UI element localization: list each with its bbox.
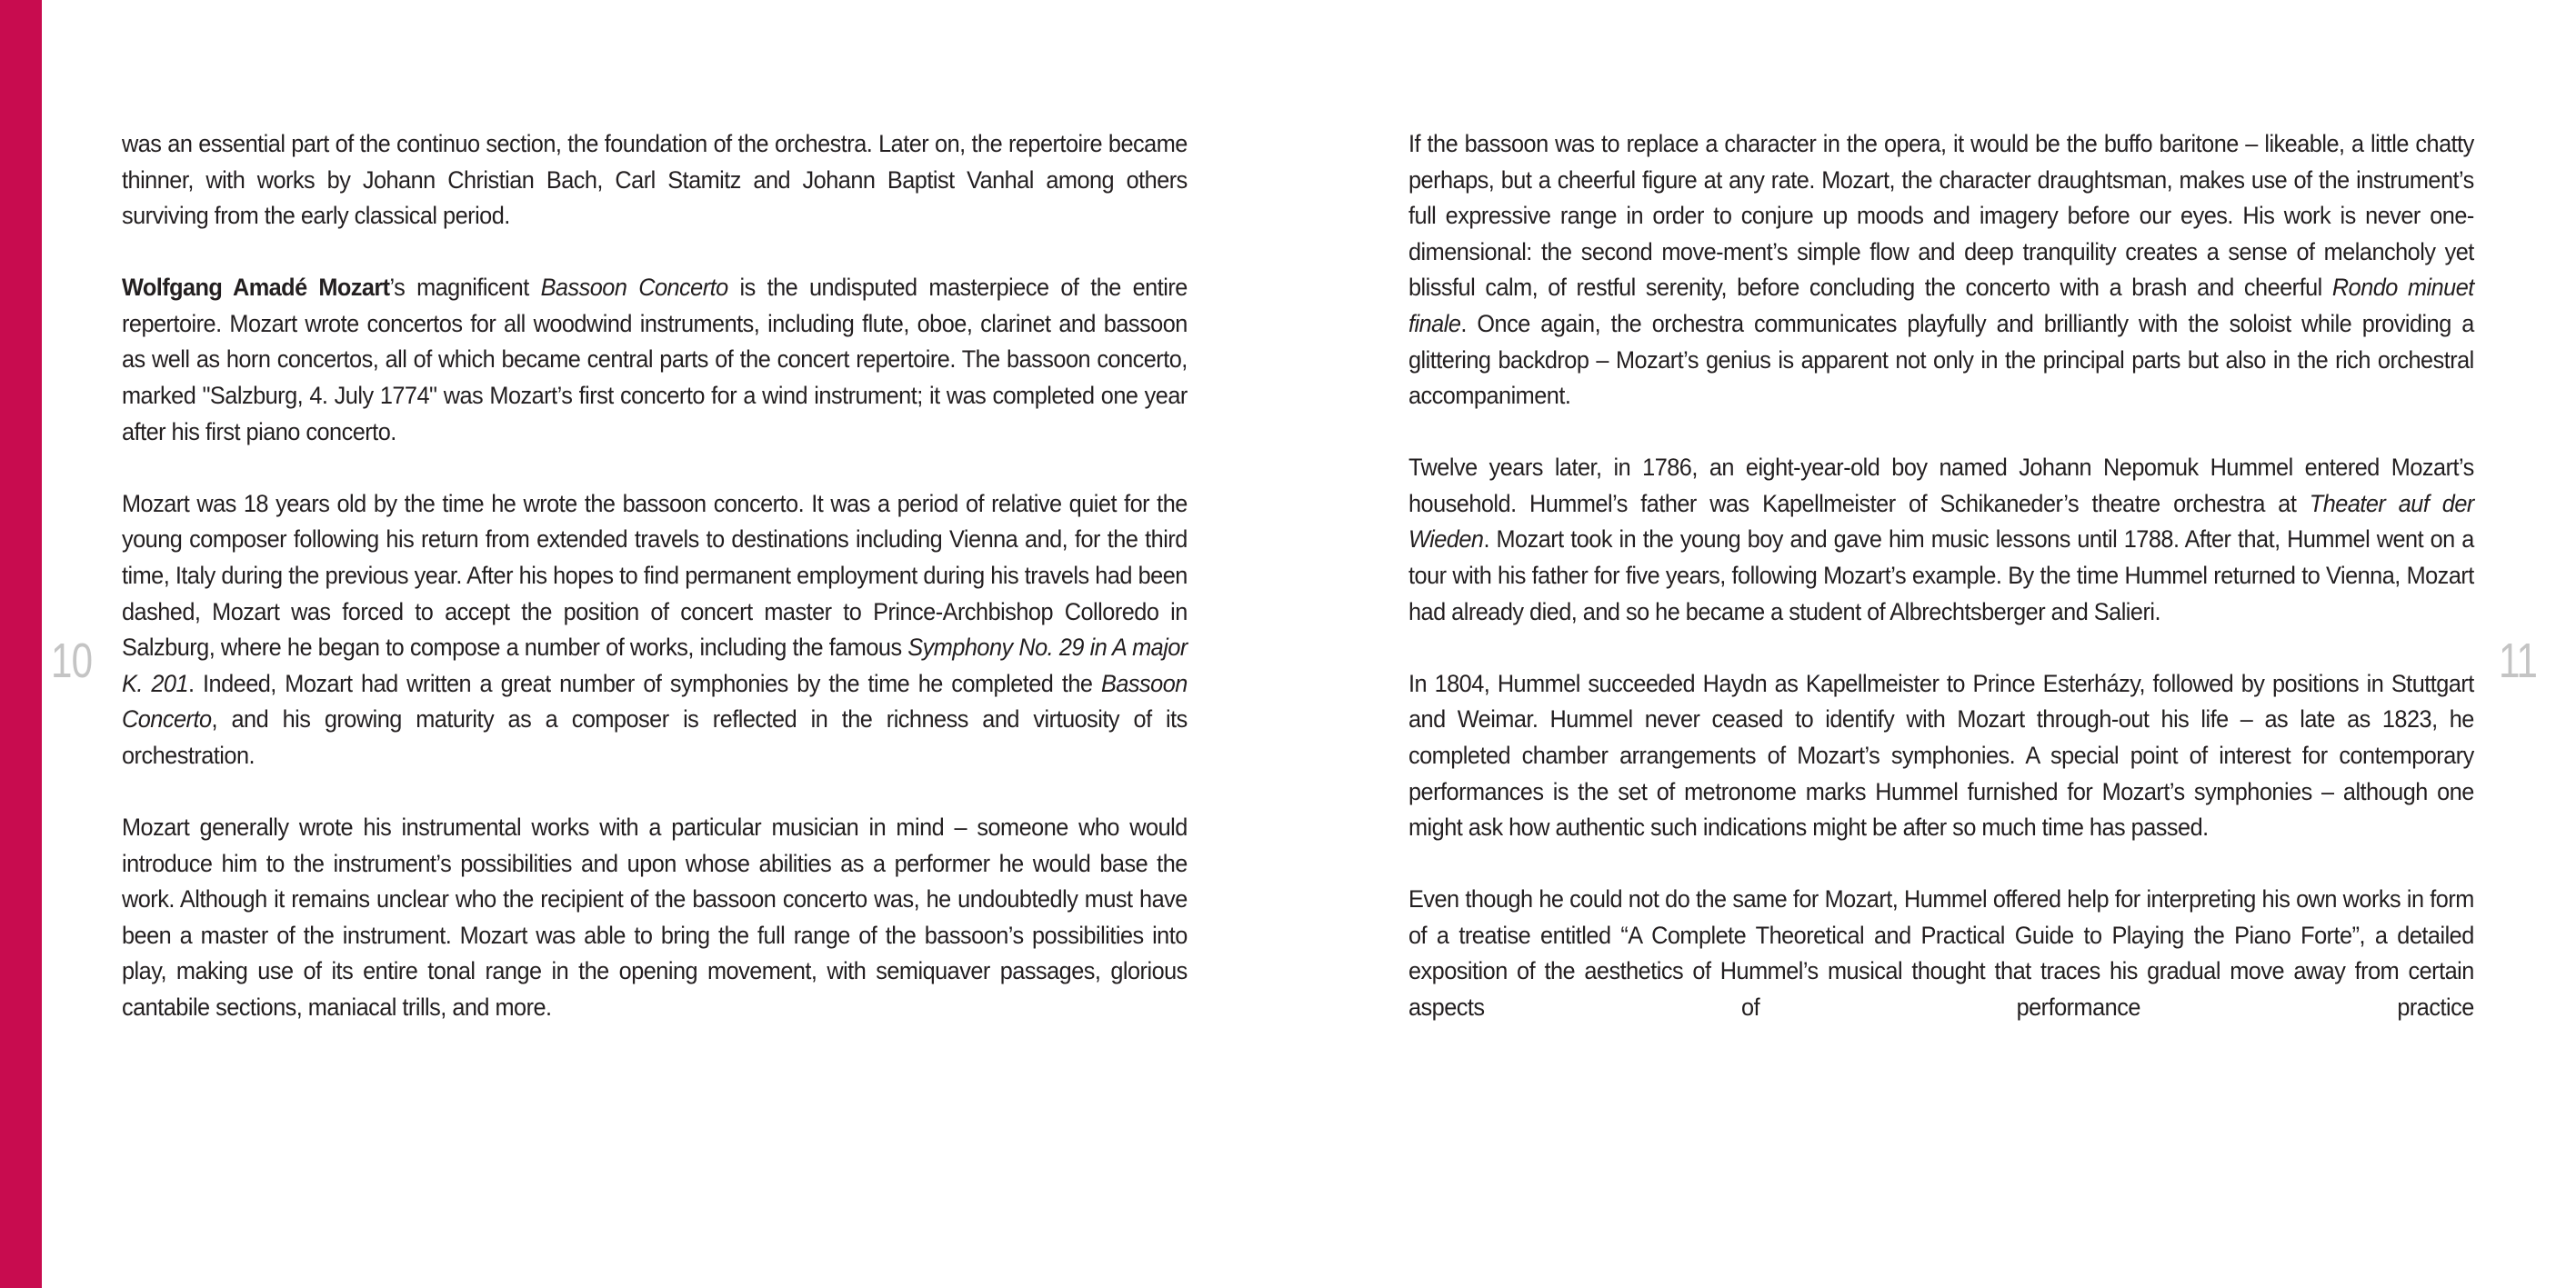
text-segment: ’s magnificent xyxy=(389,273,541,302)
text-segment: is the undisputed masterpiece of the entire repertoire. Mozart wrote concertos for all woodwind instruments, including flute, oboe, clarinet and bassoon as well as horn concertos, all of which became central parts of the concert repertoire. The bassoon concerto, marked "Salzburg, 4. July 1774" was Mozart’s first concerto for a wind instrument; it was completed one year after his first piano concerto. xyxy=(122,273,1188,445)
text-segment: Twelve years later, in 1786, an eight-year-old boy named Johann Nepomuk Hummel entered Mozart’s household. Hummel’s father was Kapellmeister of Schikaneder’s theatre orchestra at xyxy=(1408,453,2474,517)
paragraph xyxy=(122,485,1188,774)
paragraph xyxy=(122,125,1188,234)
text-segment: Even though he could not do the same for Mozart, Hummel offered help for interpreting his own works in form of a treatise entitled “A Complete Theoretical and Practical Guide to Playing the Piano Forte”, a detailed exposition of the aesthetics of Hummel’s musical thought that traces his gradual move away from certain aspects of performance practice xyxy=(1408,884,2474,1021)
work-title: Bassoon Concerto xyxy=(122,668,1188,734)
text-segment: , and his growing maturity as a composer is reflected in the richness and virtuosity of its orchestration. xyxy=(122,704,1188,769)
left-page-text xyxy=(122,125,1188,1061)
text-segment: . Mozart took in the young boy and gave him music lessons until 1788. After that, Hummel went on a tour with his father for five years, following Mozart’s example. By the time Hummel returned to Vienna, Mozart had already died, and so he became a student of Albrechtsberger and Salieri. xyxy=(1408,524,2474,625)
paragraph xyxy=(1408,125,2474,414)
page-number-left: 10 xyxy=(51,634,93,688)
work-title: Rondo minuet finale xyxy=(1408,273,2474,337)
paragraph xyxy=(1408,665,2474,845)
text-segment: In 1804, Hummel succeeded Haydn as Kapellmeister to Prince Esterházy, followed by positions in Stuttgart and Weimar. Hummel never ceased to identify with Mozart through-out his life – as late as 1823, he completed chamber arrangements of Mozart’s symphonies. A special point of interest for contemporary performances is the set of metronome marks Hummel furnished for Mozart’s symphonies – although one might ask how authentic such indications might be after so much time has passed. xyxy=(1408,668,2474,842)
accent-bar xyxy=(0,0,42,1288)
paragraph xyxy=(122,809,1188,1025)
paragraph xyxy=(122,269,1188,449)
composer-name: Wolfgang Amadé Mozart xyxy=(122,273,390,302)
text-segment: If the bassoon was to replace a character in the opera, it would be the buffo baritone – likeable, a little chatty perhaps, but a cheerful figure at any rate. Mozart, the character draughtsman, makes use of the instrument’s full expressive range in order to conjure up moods and imagery before our eyes. His work is never one-dimensional: the second move-ment’s simple flow and deep tranquility creates a sense of melancholy yet blissful calm, of restful serenity, before concluding the concerto with a brash and cheerful xyxy=(1408,129,2474,302)
text-segment: Mozart generally wrote his instrumental works with a particular musician in mind – someone who would introduce him to the instrument’s possibilities and upon whose abilities as a performer he would base the work. Although it remains unclear who the recipient of the bassoon concerto was, he undoubtedly must have been a master of the instrument. Mozart was able to bring the full range of the bassoon’s possibilities into play, making use of its entire tonal range in the opening movement, with semiquaver passages, glorious cantabile sections, maniacal trills, and more. xyxy=(122,813,1188,1021)
page-number-right: 11 xyxy=(2499,634,2538,688)
work-title: Bassoon Concerto xyxy=(540,273,728,302)
text-segment: was an essential part of the continuo section, the foundation of the orchestra. Later on, the repertoire became thinner, with works by Johann Christian Bach, Carl Stamitz and Johann Baptist Vanhal among others surviving from the early classical period. xyxy=(122,129,1188,230)
work-title: Symphony No. 29 in A major K. 201 xyxy=(122,633,1188,697)
paragraph xyxy=(1408,881,2474,1024)
text-segment: . Once again, the orchestra communicates playfully and brilliantly with the soloist while providing a glittering backdrop – Mozart’s genius is apparent not only in the principal parts but also in the rich orchestral accompaniment. xyxy=(1408,308,2474,410)
text-segment: . Indeed, Mozart had written a great number of symphonies by the time he completed the xyxy=(188,668,1101,697)
right-page-text xyxy=(1408,125,2474,1061)
paragraph xyxy=(1408,449,2474,629)
theatre-name: Theater auf der Wieden xyxy=(1408,488,2474,554)
text-segment: Mozart was 18 years old by the time he wrote the bassoon concerto. It was a period of relative quiet for the young composer following his return from extended travels to destinations including Vienna and, for the third time, Italy during the previous year. After his hopes to find permanent employment during his travels had been dashed, Mozart was forced to accept the position of concert master to Prince-Archbishop Colloredo in Salzburg, where he began to compose a number of works, including the famous xyxy=(122,488,1188,662)
